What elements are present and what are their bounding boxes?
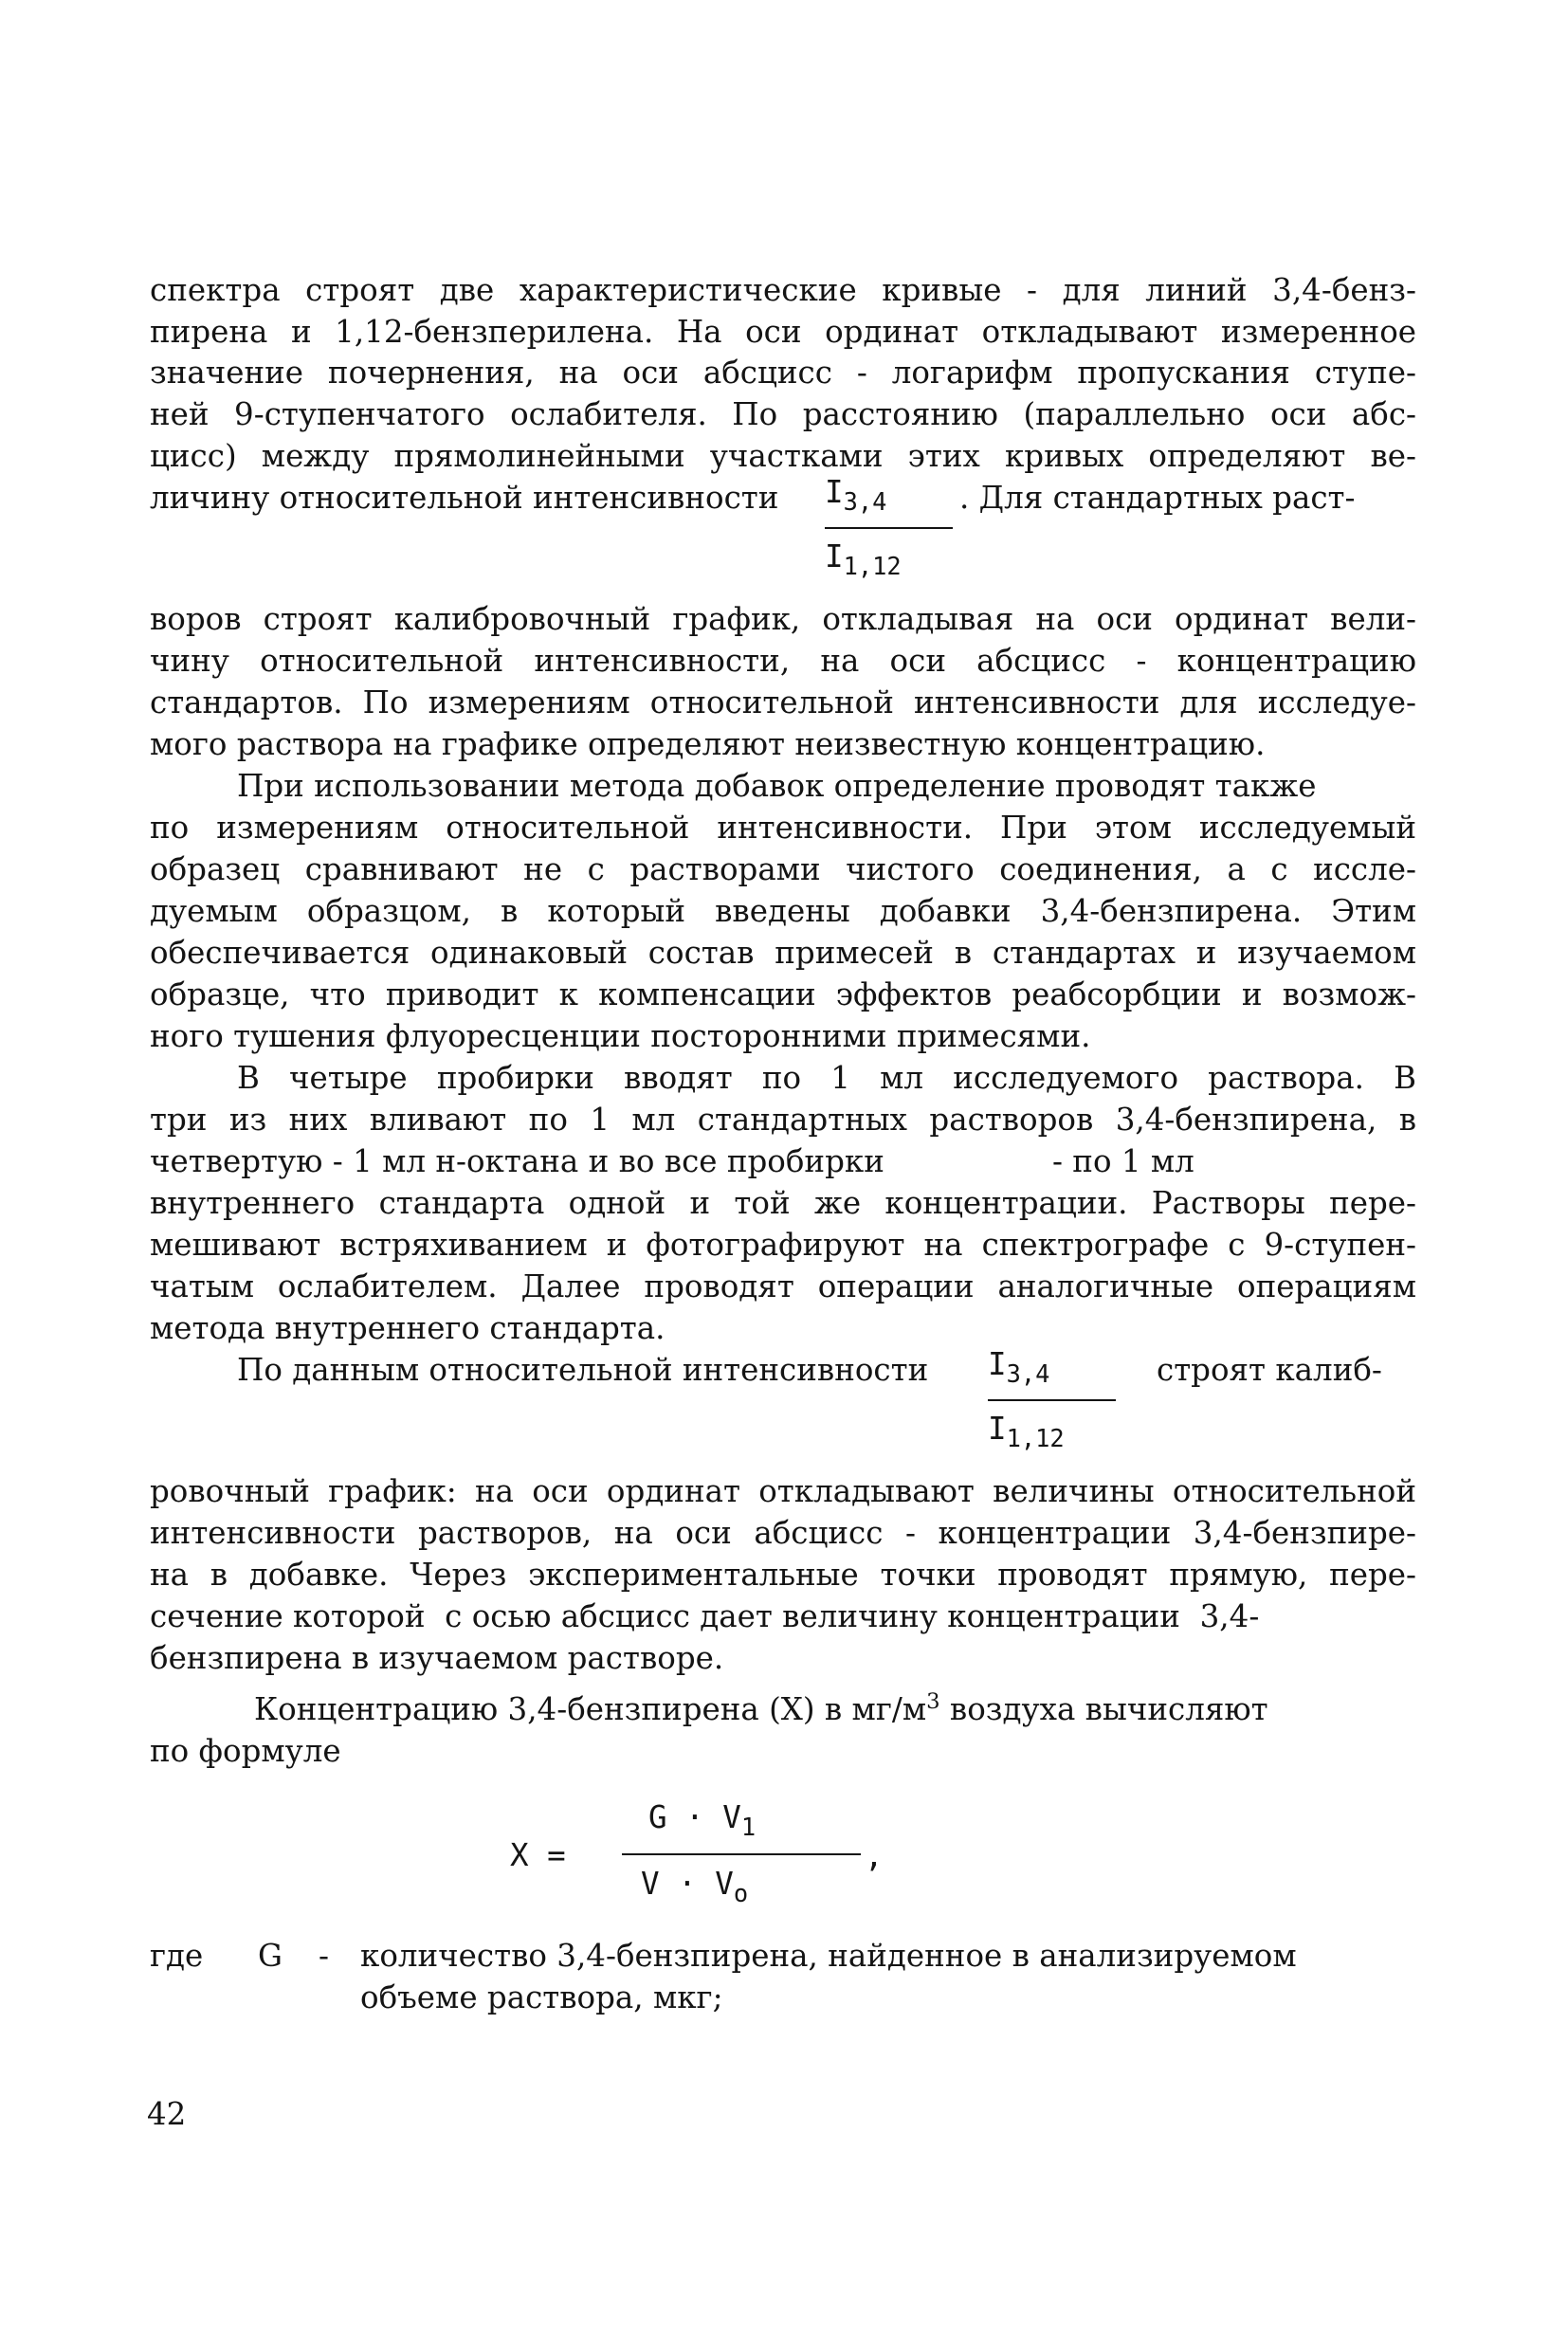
paragraph2-line3: образец сравнивают не с растворами чистого соединения, а с иссле- — [150, 851, 1416, 887]
paragraph1-line6-start: личину относительной интенсивности — [150, 480, 779, 516]
paragraph5-line1-end: воздуха вычисляют — [939, 1691, 1268, 1727]
paragraph5-line1-start: Концентрацию 3,4-бензпирена (X) в мг/м — [254, 1691, 927, 1727]
paragraph1-line10: мого раствора на графике определяют неизвестную концентрацию. — [150, 726, 1266, 762]
paragraph3-line3-start: четвертую - 1 мл н-октана и во все пробирки — [150, 1143, 884, 1179]
paragraph3-line2: три из них вливают по 1 мл стандартных растворов 3,4-бензпирена, в — [150, 1102, 1416, 1138]
definition-dash: - — [319, 1938, 329, 1974]
paragraph1-line8: чину относительной интенсивности, на оси абсцисс - концентрацию — [150, 643, 1416, 679]
paragraph1-line6-end: . Для стандартных раст- — [959, 480, 1356, 516]
definition-where: где — [150, 1938, 204, 1974]
formula-fraction-bar — [622, 1853, 861, 1855]
relative-intensity-ratio-2 — [988, 1346, 1116, 1468]
paragraph5-line2: по формуле — [150, 1733, 341, 1769]
paragraph2-line5: обеспечивается одинаковый состав примесей в стандартах и изучаемом — [150, 935, 1416, 971]
formula-denominator-subscript: o — [733, 1879, 749, 1908]
paragraph4-line1-start: По данным относительной интенсивности — [237, 1352, 929, 1388]
paragraph3-line3-end: - по 1 мл — [1052, 1143, 1194, 1179]
paragraph4-line3: интенсивности растворов, на оси абсцисс - концентрации 3,4-бензпире- — [150, 1515, 1416, 1551]
formula-fraction — [622, 1799, 861, 1923]
relative-intensity-ratio-1 — [825, 474, 953, 595]
paragraph1-line7: воров строят калибровочный график, откладывая на оси ординат вели- — [150, 601, 1416, 637]
ratio1-fraction-bar — [825, 527, 953, 529]
paragraph4-line5: сечение которой с осью абсцисс дает величину концентрации 3,4- — [150, 1598, 1260, 1634]
formula-denominator: V · V — [641, 1866, 734, 1902]
formula-numerator: G · V — [648, 1799, 741, 1835]
ratio2-denominator-symbol: I — [988, 1411, 1007, 1447]
paragraph3-line1: В четыре пробирки вводят по 1 мл исследуемого раствора. В — [237, 1060, 1416, 1096]
page-number: 42 — [147, 2096, 187, 2132]
paragraph2-line2: по измерениям относительной интенсивности. При этом исследуемый — [150, 810, 1416, 846]
paragraph5-line1 — [254, 1690, 1268, 1732]
paragraph1-line3: значение почернения, на оси абсцисс - логарифм пропускания ступе- — [150, 355, 1416, 391]
ratio2-numerator-subscript: 3,4 — [1006, 1359, 1050, 1389]
paragraph1-line5: цисс) между прямолинейными участками этих кривых определяют ве- — [150, 438, 1416, 474]
paragraph1-line9: стандартов. По измерениям относительной интенсивности для исследуе- — [150, 684, 1416, 720]
paragraph1-line4: ней 9-ступенчатого ослабителя. По расстоянию (параллельно оси абс- — [150, 396, 1416, 432]
definition-line2: объеме раствора, мкг; — [360, 1979, 723, 2015]
paragraph3-line7: метода внутреннего стандарта. — [150, 1310, 665, 1346]
paragraph4-line1-end: строят калиб- — [1157, 1352, 1382, 1388]
paragraph2-line4: дуемым образцом, в который введены добавки 3,4-бензпирена. Этим — [150, 893, 1416, 929]
ratio1-denominator-symbol: I — [825, 538, 844, 574]
ratio2-numerator-symbol: I — [988, 1346, 1007, 1382]
definition-symbol: G — [258, 1938, 283, 1974]
paragraph3-line6: чатым ослабителем. Далее проводят операции аналогичные операциям — [150, 1268, 1416, 1304]
paragraph4-line4: на в добавке. Через экспериментальные точки проводят прямую, пере- — [150, 1557, 1416, 1593]
ratio2-denominator-subscript: 1,12 — [1006, 1424, 1065, 1453]
paragraph1-line2: пирена и 1,12-бензперилена. На оси ординат откладывают измеренное — [150, 314, 1416, 350]
paragraph3-line5: мешивают встряхиванием и фотографируют на спектрографе с 9-ступен- — [150, 1227, 1416, 1263]
paragraph2-line7: ного тушения флуоресценции посторонними примесями. — [150, 1018, 1091, 1054]
formula-lhs: X = — [510, 1837, 566, 1873]
ratio1-numerator-symbol: I — [825, 474, 844, 510]
paragraph4-line2: ровочный график: на оси ординат откладывают величины относительной — [150, 1473, 1416, 1509]
paragraph2-line1: При использовании метода добавок определение проводят также — [237, 768, 1317, 804]
ratio1-denominator-subscript: 1,12 — [843, 552, 902, 581]
ratio2-fraction-bar — [988, 1399, 1116, 1401]
paragraph2-line6: образце, что приводит к компенсации эффектов реабсорбции и возмож- — [150, 976, 1416, 1012]
paragraph3-line4: внутреннего стандарта одной и той же концентрации. Растворы пере- — [150, 1185, 1416, 1221]
formula-numerator-subscript: 1 — [740, 1813, 757, 1842]
ratio1-numerator-subscript: 3,4 — [843, 487, 887, 517]
paragraph1-line1: спектра строят две характеристические кривые - для линий 3,4-бенз- — [150, 272, 1416, 308]
formula-trailing-comma: , — [865, 1838, 884, 1874]
cubic-superscript: 3 — [926, 1688, 940, 1714]
definition-line1: количество 3,4-бензпирена, найденное в анализируемом — [360, 1938, 1297, 1974]
paragraph4-line6: бензпирена в изучаемом растворе. — [150, 1640, 724, 1676]
